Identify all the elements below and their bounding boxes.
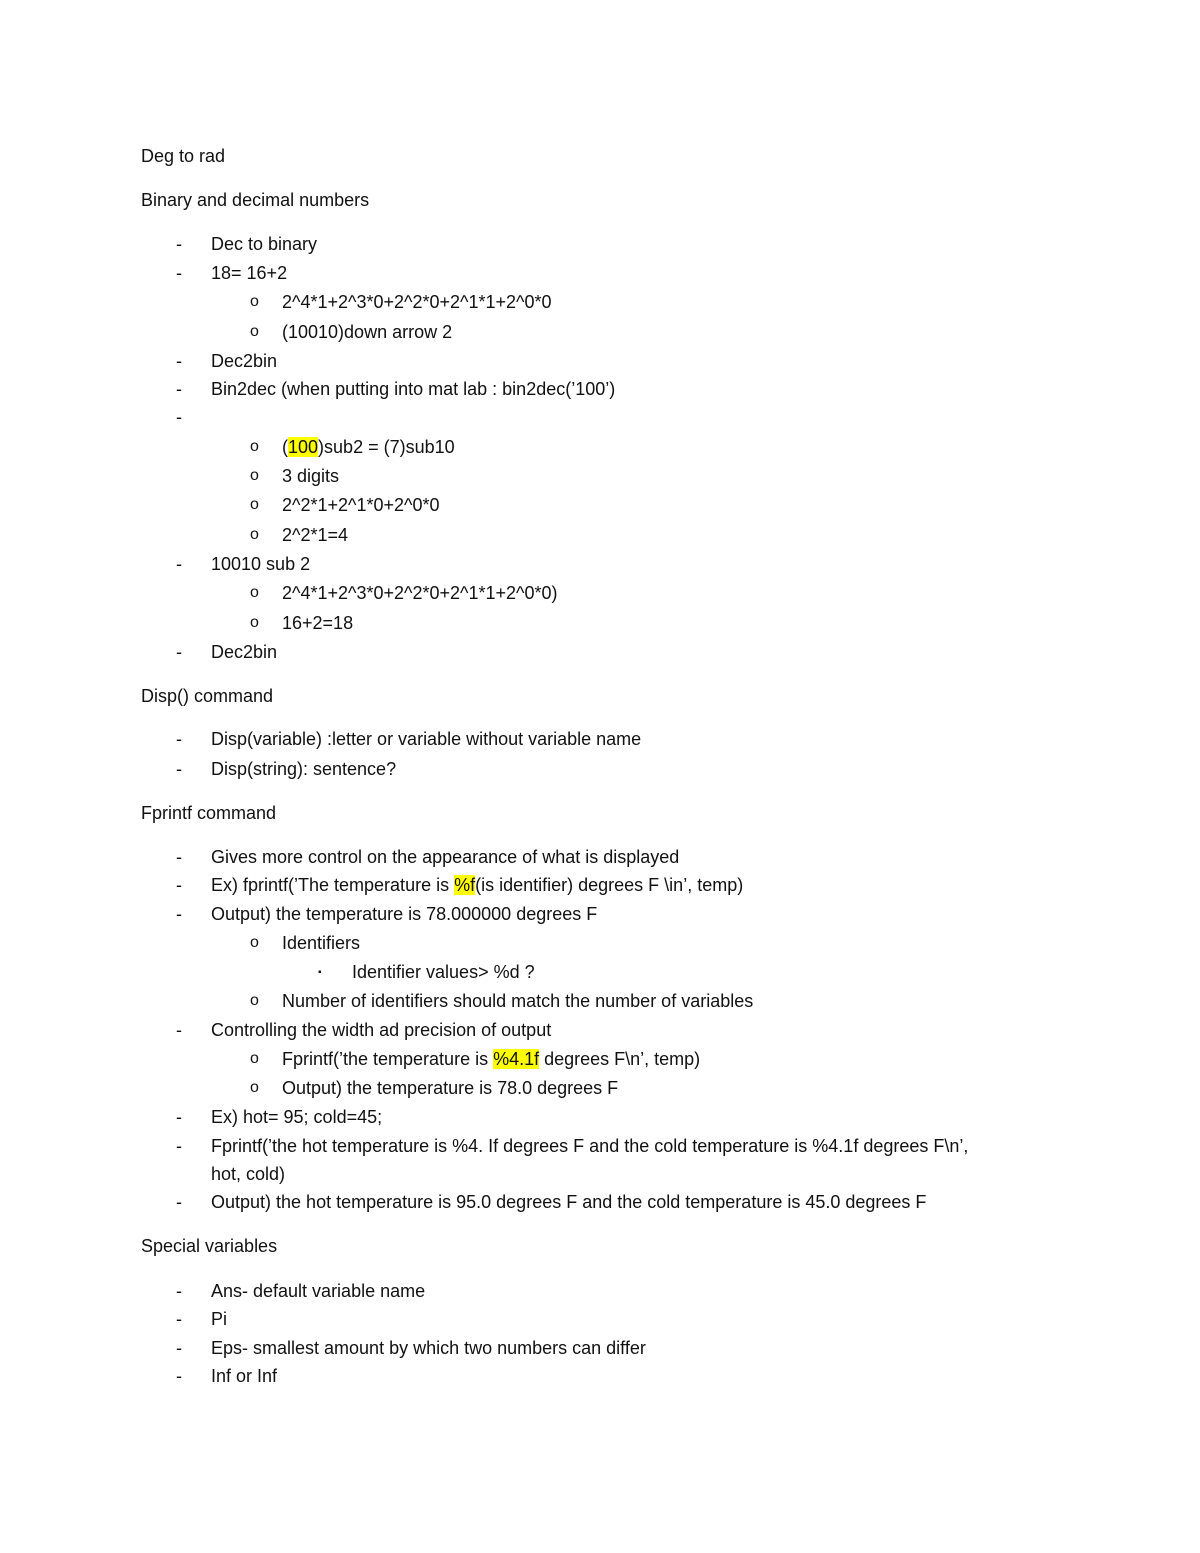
dash-bullet: - xyxy=(176,234,182,254)
circle-bullet: o xyxy=(250,584,259,601)
list-item: Disp(variable) :letter or variable without variable name xyxy=(211,729,642,749)
heading-special-variables: Special variables xyxy=(141,1236,278,1256)
list-item: Disp(string): sentence? xyxy=(211,759,397,779)
dash-bullet: - xyxy=(176,759,182,779)
list-item: Dec to binary xyxy=(211,234,318,254)
list-item: Eps- smallest amount by which two numbers can differ xyxy=(211,1338,646,1358)
sub-list-item: 16+2=18 xyxy=(282,613,354,633)
sub-list-item: 3 digits xyxy=(282,466,340,486)
dash-bullet: - xyxy=(176,875,182,895)
dash-bullet: - xyxy=(176,379,182,399)
list-item: Output) the hot temperature is 95.0 degrees F and the cold temperature is 45.0 degrees F xyxy=(211,1192,927,1212)
circle-bullet: o xyxy=(250,438,259,455)
text-span: degrees F\n’, temp) xyxy=(539,1049,701,1069)
heading-fprintf-command: Fprintf command xyxy=(141,803,277,823)
circle-bullet: o xyxy=(250,496,259,513)
dash-bullet: - xyxy=(176,1107,182,1127)
highlighted-text: %4.1f xyxy=(493,1049,540,1069)
dash-bullet: - xyxy=(176,729,182,749)
dash-bullet: - xyxy=(176,1338,182,1358)
sub-list-item: Output) the temperature is 78.0 degrees F xyxy=(282,1078,619,1098)
list-item: Inf or Inf xyxy=(211,1366,278,1386)
circle-bullet: o xyxy=(250,614,259,631)
list-item-continuation: hot, cold) xyxy=(211,1164,286,1184)
list-item xyxy=(211,874,743,896)
list-item: Dec2bin xyxy=(211,642,278,662)
list-item: Ans- default variable name xyxy=(211,1281,426,1301)
circle-bullet: o xyxy=(250,1050,259,1067)
dash-bullet: - xyxy=(176,1309,182,1329)
text-span: Ex) fprintf(’The temperature is xyxy=(211,875,455,895)
text-span: ( xyxy=(282,437,288,457)
circle-bullet: o xyxy=(250,1079,259,1096)
sub-list-item: 2^4*1+2^3*0+2^2*0+2^1*1+2^0*0) xyxy=(282,583,558,603)
list-item: 18= 16+2 xyxy=(211,263,288,283)
sub-list-item: Number of identifiers should match the number of variables xyxy=(282,991,754,1011)
list-item: 10010 sub 2 xyxy=(211,554,311,574)
circle-bullet: o xyxy=(250,293,259,310)
sub-list-item xyxy=(282,1048,700,1070)
list-item: Gives more control on the appearance of what is displayed xyxy=(211,847,680,867)
list-item: Dec2bin xyxy=(211,351,278,371)
dash-bullet: - xyxy=(176,554,182,574)
dash-bullet: - xyxy=(176,263,182,283)
dash-bullet: - xyxy=(176,407,182,427)
text-span: (is identifier) degrees F \in’, temp) xyxy=(475,875,744,895)
dash-bullet: - xyxy=(176,1192,182,1212)
sub-sub-list-item: Identifier values> %d ? xyxy=(352,962,535,982)
list-item: Fprintf(’the hot temperature is %4. If degrees F and the cold temperature is %4.1f degrees F\n’, xyxy=(211,1136,969,1156)
dash-bullet: - xyxy=(176,847,182,867)
highlighted-text: %f xyxy=(454,875,476,895)
heading-disp-command: Disp() command xyxy=(141,686,274,706)
circle-bullet: o xyxy=(250,992,259,1009)
highlighted-text: 100 xyxy=(288,437,319,457)
dash-bullet: - xyxy=(176,1136,182,1156)
dash-bullet: - xyxy=(176,351,182,371)
list-item: Controlling the width ad precision of output xyxy=(211,1020,552,1040)
circle-bullet: o xyxy=(250,526,259,543)
text-span: Fprintf(’the temperature is xyxy=(282,1049,494,1069)
dash-bullet: - xyxy=(176,1281,182,1301)
circle-bullet: o xyxy=(250,467,259,484)
dash-bullet: - xyxy=(176,642,182,662)
sub-list-item: 2^2*1+2^1*0+2^0*0 xyxy=(282,495,440,515)
square-bullet: ▪ xyxy=(318,967,322,978)
sub-list-item: 2^4*1+2^3*0+2^2*0+2^1*1+2^0*0 xyxy=(282,292,552,312)
sub-list-item xyxy=(282,436,455,458)
text-span: )sub2 = (7)sub10 xyxy=(318,437,455,457)
list-item: Output) the temperature is 78.000000 degrees F xyxy=(211,904,598,924)
heading-deg-to-rad: Deg to rad xyxy=(141,146,226,166)
sub-list-item: 2^2*1=4 xyxy=(282,525,349,545)
sub-list-item: (10010)down arrow 2 xyxy=(282,322,453,342)
list-item: Ex) hot= 95; cold=45; xyxy=(211,1107,383,1127)
dash-bullet: - xyxy=(176,904,182,924)
dash-bullet: - xyxy=(176,1020,182,1040)
circle-bullet: o xyxy=(250,934,259,951)
heading-binary-decimal: Binary and decimal numbers xyxy=(141,190,370,210)
list-item: Bin2dec (when putting into mat lab : bin2dec(’100’) xyxy=(211,379,616,399)
sub-list-item: Identifiers xyxy=(282,933,361,953)
dash-bullet: - xyxy=(176,1366,182,1386)
list-item: Pi xyxy=(211,1309,228,1329)
circle-bullet: o xyxy=(250,323,259,340)
